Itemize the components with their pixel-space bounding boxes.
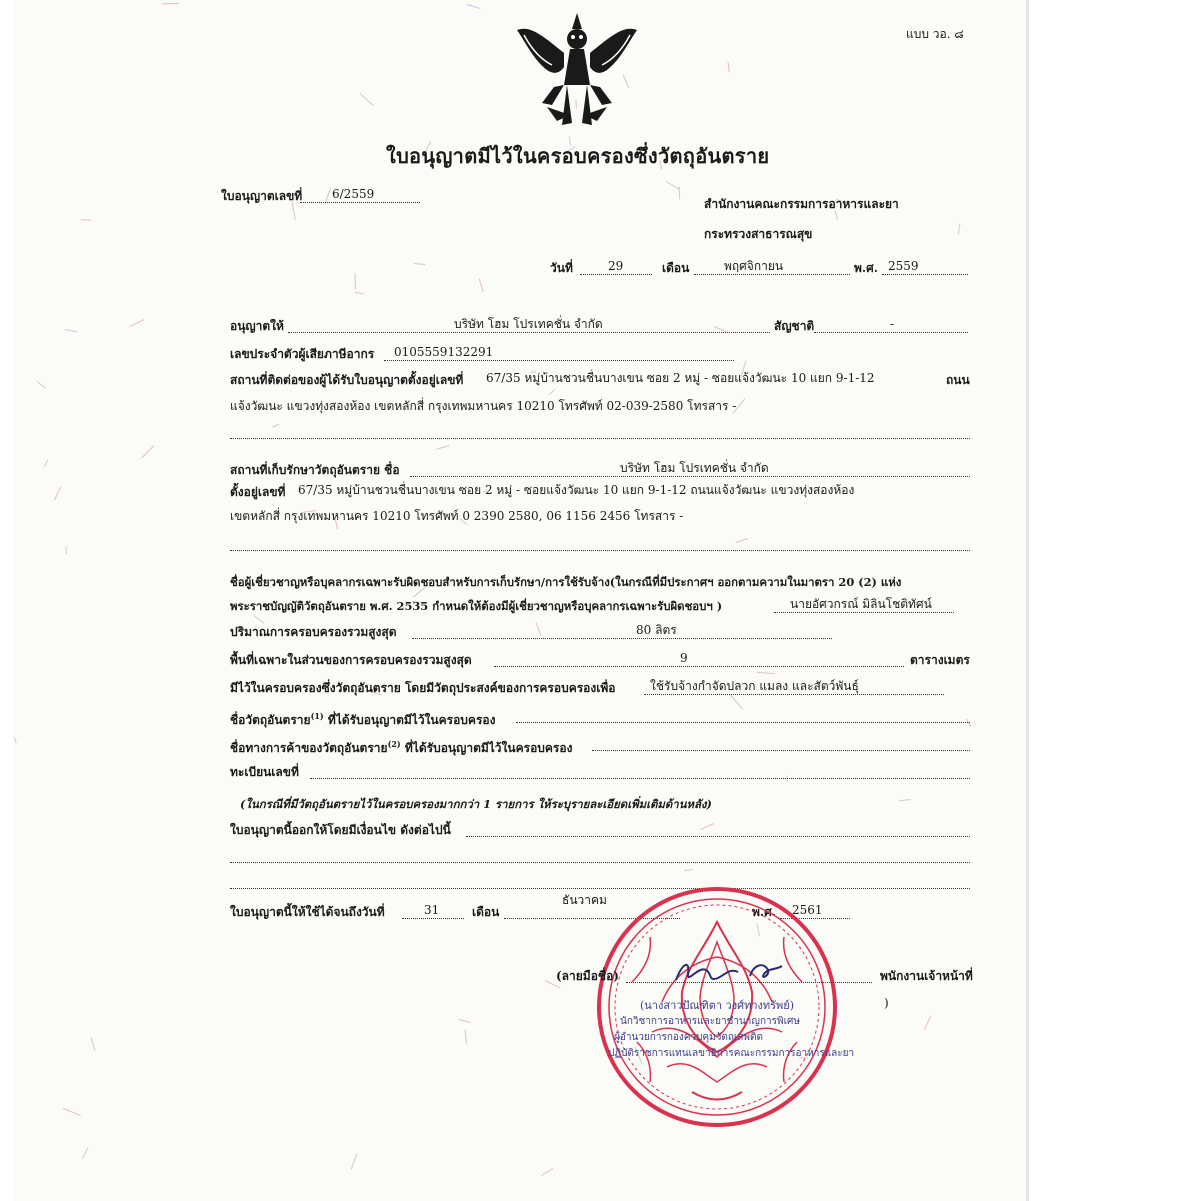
paper-fleck	[958, 223, 961, 234]
trade-name-line	[592, 750, 970, 751]
paper-fleck	[757, 672, 775, 674]
paper-fleck	[924, 1015, 932, 1030]
paper-fleck	[162, 3, 179, 4]
paper-fleck	[735, 538, 748, 543]
purpose-value: ใช้รับจ้างกำจัดปลวก แมลง และสัตว์พันธุ์	[650, 679, 859, 693]
nationality-label: สัญชาติ	[774, 319, 815, 333]
road-label: ถนน	[946, 373, 970, 387]
date-month-line	[694, 274, 850, 275]
license-number-line	[300, 202, 420, 203]
max-area: 9	[680, 651, 688, 665]
paper-fleck	[666, 181, 679, 189]
blank-line	[230, 438, 970, 439]
paper-fleck	[44, 459, 49, 467]
date-year: 2559	[888, 259, 919, 273]
paper-fleck	[63, 1108, 81, 1116]
storage-address-line2: เขตหลักสี่ กรุงเทพมหานคร 10210 โทรศัพท์ 0 2390 2580, 06 1156 2456 โทรสาร -	[230, 509, 684, 523]
conditions-line	[230, 862, 970, 863]
paper-fleck	[360, 93, 374, 106]
issuer-ministry: กระทรวงสาธารณสุข	[704, 227, 813, 241]
expert-line2: พระราชบัญญัติวัตถุอันตราย พ.ศ. 2535 กำหนดให้ต้องมีผู้เชี่ยวชาญหรือบุคลากรเฉพาะรับผิดชอบฯ )	[230, 599, 723, 613]
purpose-line	[644, 694, 944, 695]
contact-address-line1: 67/35 หมู่บ้านชวนชื่นบางเขน ซอย 2 หมู่ - ซอยแจ้งวัฒนะ 10 แยก 9-1-12	[486, 371, 875, 385]
validity-year: 2561	[792, 903, 823, 917]
paper-fleck	[436, 445, 449, 450]
page-edge-shadow	[1026, 0, 1029, 1201]
max-quantity-line	[412, 638, 832, 639]
blank-line	[230, 550, 970, 551]
paper-fleck	[355, 273, 357, 289]
paper-fleck	[549, 389, 556, 395]
signatory-position: นักวิชาการอาหารและยาชำนาญการพิเศษ	[620, 1016, 800, 1027]
nationality: -	[890, 317, 895, 331]
paper-fleck	[66, 546, 68, 554]
validity-label: ใบอนุญาตนี้ให้ใช้ได้จนถึงวันที่	[230, 905, 385, 919]
substance-name-line	[516, 722, 970, 723]
signatory-name: (นางสาวปัณฑิตา วงศ์ทางทรัพย์)	[640, 999, 795, 1012]
paper-fleck	[459, 1019, 471, 1023]
paper-fleck	[700, 823, 714, 830]
paper-fleck	[272, 424, 279, 428]
contact-address-line2: แจ้งวัฒนะ แขวงทุ่งสองห้อง เขตหลักสี่ กรุงเทพมหานคร 10210 โทรศัพท์ 02-039-2580 โทรสาร -	[230, 399, 737, 413]
paper-fleck	[730, 694, 743, 709]
nationality-line	[814, 332, 968, 333]
storage-place-name: บริษัท โฮม โปรเทคชั่น จำกัด	[620, 461, 769, 475]
paper-fleck	[541, 1168, 554, 1176]
grantee-line	[288, 332, 770, 333]
license-number-label: ใบอนุญาตเลขที่	[221, 189, 303, 203]
date-month: พฤศจิกายน	[724, 259, 784, 273]
date-year-label: พ.ศ.	[854, 261, 878, 275]
garuda-emblem	[512, 5, 642, 130]
substance-name-text: ชื่อวัตถุอันตราย	[230, 713, 311, 727]
paper-fleck	[81, 219, 91, 221]
paper-fleck	[65, 329, 77, 332]
footnote-marker: (1)	[310, 711, 324, 721]
paper-fleck	[292, 201, 296, 220]
expert-name-line	[774, 612, 954, 613]
paper-fleck	[54, 486, 61, 500]
date-month-label: เดือน	[662, 261, 690, 275]
paper-fleck	[91, 1037, 96, 1051]
storage-address-line1: 67/35 หมู่บ้านชวนชื่นบางเขน ซอย 2 หมู่ - ซอยแจ้งวัฒนะ 10 แยก 9-1-12 ถนนแจ้งวัฒนะ แขวงทุ่งสองห้อง	[298, 483, 855, 497]
tax-id-label: เลขประจำตัวผู้เสียภาษีอากร	[230, 347, 375, 361]
paper-fleck	[355, 292, 364, 294]
signature-label: (ลายมือชื่อ)	[556, 969, 619, 983]
storage-address-label: ตั้งอยู่เลขที่	[230, 485, 286, 499]
date-day-label: วันที่	[550, 261, 573, 275]
paper-fleck	[899, 799, 911, 801]
paper-fleck	[37, 381, 46, 389]
paper-fleck	[536, 622, 542, 635]
paper-fleck	[14, 736, 17, 743]
max-quantity-label: ปริมาณการครอบครองรวมสูงสุด	[230, 625, 397, 639]
paper-fleck	[465, 1029, 467, 1043]
trade-name-suffix: ที่ได้รับอนุญาตมีไว้ในครอบครอง	[404, 741, 573, 755]
form-code: แบบ วอ. ๘	[906, 27, 964, 41]
paper-fleck	[129, 319, 144, 327]
max-area-line	[494, 666, 904, 667]
storage-place-label: สถานที่เก็บรักษาวัตถุอันตราย ชื่อ	[230, 463, 400, 477]
tax-id-line	[384, 360, 734, 361]
conditions-line	[466, 836, 970, 837]
paper-fleck	[479, 278, 484, 292]
substance-name-suffix: ที่ได้รับอนุญาตมีไว้ในครอบครอง	[327, 713, 496, 727]
validity-day-line	[402, 918, 464, 919]
signatory-division: ผู้อำนวยการกองควบคุมวัตถุเสพติด	[614, 1032, 763, 1043]
document-title: ใบอนุญาตมีไว้ในครอบครองซึ่งวัตถุอันตราย	[386, 144, 770, 168]
contact-address-label: สถานที่ติดต่อของผู้ได้รับใบอนุญาตตั้งอยู่เลขที่	[230, 373, 464, 387]
license-document	[14, 0, 1026, 1201]
conditions-label: ใบอนุญาตนี้ออกให้โดยมีเงื่อนไข ดังต่อไปนี้	[230, 823, 451, 837]
paper-fleck	[82, 1147, 89, 1159]
registration-label: ทะเบียนเลขที่	[230, 765, 299, 779]
signature-paren: )	[884, 996, 889, 1010]
date-day-line	[580, 274, 652, 275]
signatory-authority: ปฏิบัติราชการแทนเลขาธิการคณะกรรมการอาหารและยา	[608, 1048, 855, 1059]
expert-line1: ชื่อผู้เชี่ยวชาญหรือบุคลากรเฉพาะรับผิดชอบสำหรับการเก็บรักษา/การใช้รับจ้าง(ในกรณีที่มีประกาศฯ ออกตามความในมาตรา 20 (2) แห่ง	[230, 575, 902, 589]
paper-fleck	[254, 615, 265, 624]
signature-line	[626, 982, 872, 983]
max-area-label: พื้นที่เฉพาะในส่วนของการครอบครองรวมสูงสุด	[230, 653, 472, 667]
license-number: 6/2559	[332, 187, 375, 201]
validity-month-label: เดือน	[472, 905, 500, 919]
purpose-label: มีไว้ในครอบครองซึ่งวัตถุอันตราย โดยมีวัตถุประสงค์ของการครอบครองเพื่อ	[230, 681, 616, 695]
grantee-label: อนุญาตให้	[230, 319, 284, 333]
max-area-unit: ตารางเมตร	[910, 653, 970, 667]
handwritten-signature	[668, 956, 788, 990]
paper-fleck	[141, 445, 154, 458]
expert-name: นายอัศวกรณ์ มิลินโชติทัศน์	[790, 597, 932, 611]
substance-name-label	[230, 708, 495, 728]
validity-month: ธันวาคม	[562, 893, 607, 907]
storage-place-line	[410, 476, 970, 477]
multi-item-note: (ในกรณีที่มีวัตถุอันตรายไว้ในครอบครองมากกว่า 1 รายการ ให้ระบุรายละเอียดเพิ่มเติมด้านหลัง)	[240, 797, 712, 811]
registration-line	[310, 778, 970, 779]
trade-name-label	[230, 736, 572, 756]
paper-fleck	[351, 1153, 358, 1169]
date-day: 29	[608, 259, 624, 273]
validity-day: 31	[424, 903, 440, 917]
date-year-line	[882, 274, 968, 275]
paper-fleck	[728, 61, 730, 72]
tax-id: 0105559132291	[394, 345, 494, 359]
footnote-marker: (2)	[387, 739, 401, 749]
max-quantity: 80 ลิตร	[636, 623, 677, 637]
paper-fleck	[414, 263, 425, 265]
paper-fleck	[467, 4, 481, 9]
validity-year-label: พ.ศ.	[752, 905, 776, 919]
issuer-office: สำนักงานคณะกรรมการอาหารและยา	[704, 197, 899, 211]
grantee-name: บริษัท โฮม โปรเทคชั่น จำกัด	[454, 317, 603, 331]
trade-name-text: ชื่อทางการค้าของวัตถุอันตราย	[230, 741, 388, 755]
signature-role: พนักงานเจ้าหน้าที่	[880, 969, 973, 983]
paper-fleck	[684, 869, 693, 871]
